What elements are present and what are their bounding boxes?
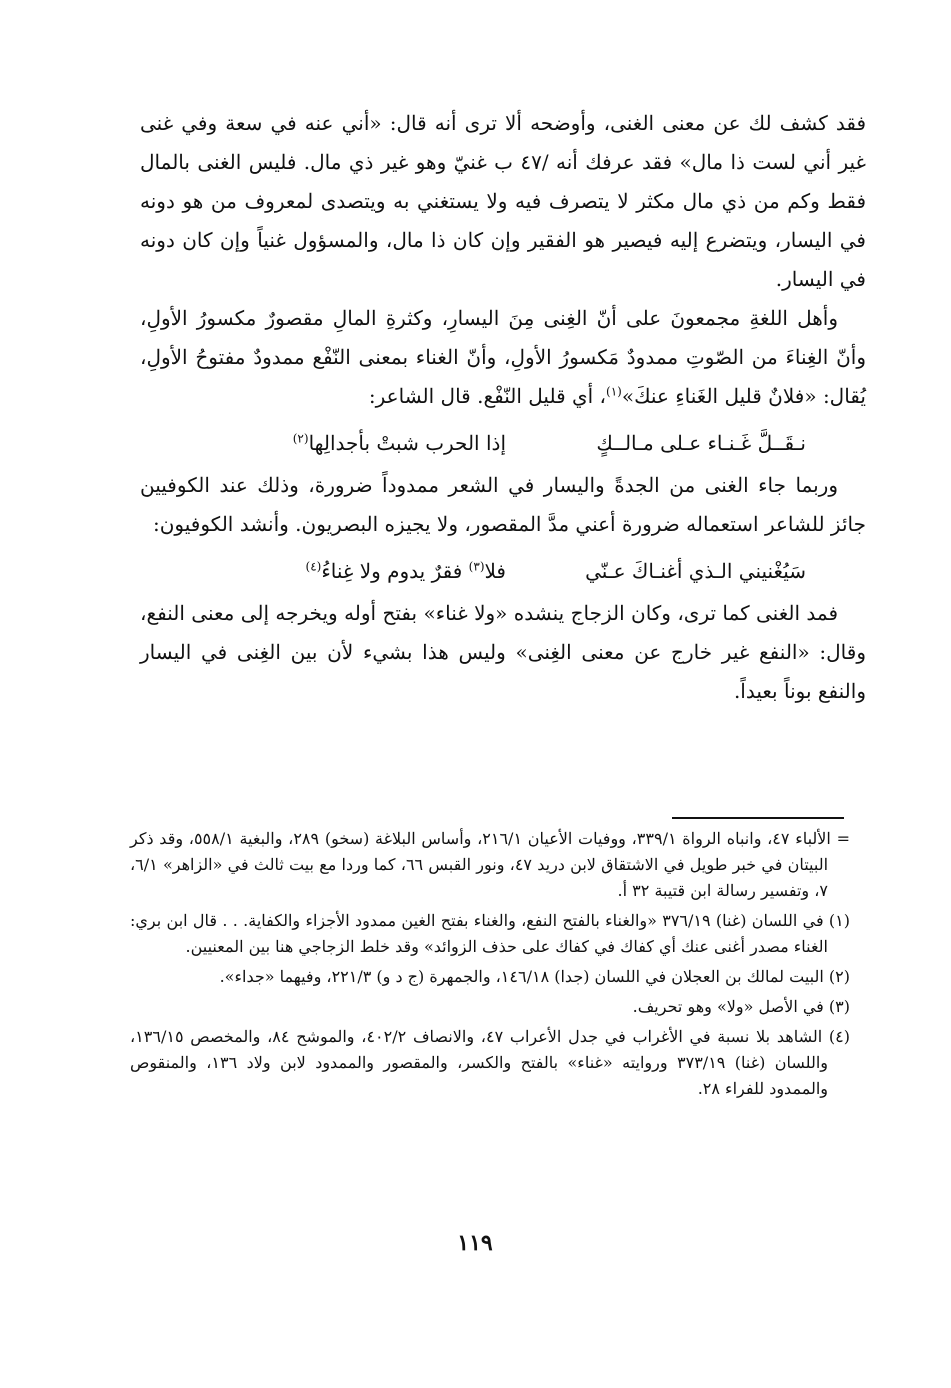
footnote-ref-4: (٤): [305, 559, 322, 574]
verse-1: [140, 416, 866, 466]
paragraph-2: [140, 299, 866, 416]
footnotes: [130, 826, 850, 1106]
verse-2-word-b: فقرٌ يدوم ولا غِناءُ: [321, 559, 469, 583]
verse-2-hemistich-2: [306, 552, 506, 591]
footnote-ref-3: (٣): [468, 559, 485, 574]
verse-2-hemistich-1: سَيُغْنيني الـذي أغنـاكَ عـنّي: [585, 559, 806, 583]
paragraph-2-text: وأهل اللغةِ مجمعونَ على أنّ الغِنى مِنَ اليسارِ، وكثرةِ المالِ مقصورٌ مكسورُ الأولِ، وأنّ الغِناءَ من الصّوتِ ممدودٌ مَكسورُ الأولِ، وأنّ الغناء بمعنى النّفْع ممدودٌ مفتوحُ الأولِ، يُقال: «فلانٌ قليل الغَناءِ عنكَ»: [140, 306, 866, 408]
paragraph-4: فمد الغنى كما ترى، وكان الزجاج ينشده «ولا غناء» بفتح أوله ويخرجه إلى معنى النفع، وقال: «النفع غير خارج عن معنى الغِنى» وليس هذا بشيء لأن بين الغِنى في اليسار والنفع بوناً بعيداً.: [140, 601, 866, 703]
footnote-3: (٣) في الأصل «ولا» وهو تحريف.: [632, 997, 850, 1016]
verse-2: [140, 544, 866, 594]
footnote-continued: = الألباء ٤٧، وانباه الرواة ٣٣٩/١، ووفيات الأعيان ٢١٦/١، وأساس البلاغة (سخو) ٢٨٩، والبغية ٥٥٨/١، وقد ذكر البيتان في خبر طويل في الاشتقاق لابن دريد ٤٧، ونور القبس ٦٦، كما وردا مع بيت ثالث في «الزاهر» ٦/١، ٧، وتفسير رسالة ابن قتيبة ٣٢ أ.: [130, 829, 850, 900]
paragraph-3: وربما جاء الغنى من الجدةً واليسار في الشعر ممدوداً ضرورة، وذلك عند الكوفيين جائز للشاعر استعماله ضرورة أعني مدَّ المقصور، ولا يجيزه البصريون. وأنشد الكوفيون:: [140, 473, 866, 536]
footnote-1: (١) في اللسان (غنا) ٣٧٦/١٩ «والغناء بالفتح النفع، والغناء بفتح الغين ممدود الأجزاء والكفاية. . . قال ابن بري: الغناء مصدر أغنى عنك أي كفاك في كفاك على حذف الزوائد» وقد خلط الزجاجي هنا بين المعنيين.: [130, 911, 851, 956]
footnote-divider: [672, 817, 844, 819]
verse-1-hemistich-2-text: إذا الحرب شبتْ بأجدالِها: [308, 431, 506, 455]
footnote-ref-1: (١): [606, 384, 622, 399]
footnote-ref-2: (٢): [292, 431, 309, 446]
paragraph-2-tail: ، أي قليل النّفْع. قال الشاعر:: [368, 384, 607, 408]
paragraph-1: فقد كشف لك عن معنى الغنى، وأوضحه ألا ترى أنه قال: «أني عنه في سعة وفي غنى غير أني لست ذا مال» فقد عرفك أنه /٤٧ ب غنيّ وهو غير ذي مال. فليس الغنى بالمال فقط وكم من ذي مال مكثر لا يتصرف فيه ولا يستغني به ويتصدى لمعروف من هو دونه في اليسار، ويتضرع إليه فيصير هو الفقير وإن كان ذا مال، والمسؤول غنياً وإن كان دونه في اليسار.: [140, 111, 866, 291]
footnote-4: (٤) الشاهد بلا نسبة في الأغراب في جدل الأعراب ٤٧، والانصاف ٤٠٢/٢، والموشح ٨٤، والمخصص ١٣٦/١٥، واللسان (غنا) ٣٧٣/١٩ وروايته «غناء» بالفتح والكسر، والمقصور والممدود لابن ولاد ١٣٦، والمنقوص والممدود للفراء ٢٨.: [130, 1027, 851, 1098]
footnote-2: (٢) البيت لمالك بن العجلان في اللسان (جدا) ١٤٦/١٨، والجمهرة (ج د و) ٢٢١/٣، وفيهما «جداء».: [219, 967, 850, 986]
main-text: [140, 104, 866, 711]
verse-1-hemistich-1: نـقَــلَّ غَـنـاء عـلى مـالــكٍ: [596, 431, 806, 455]
verse-1-hemistich-2: [293, 424, 506, 463]
verse-2-word-a: فلا: [484, 559, 506, 583]
page-number: ١١٩: [457, 1230, 493, 1256]
